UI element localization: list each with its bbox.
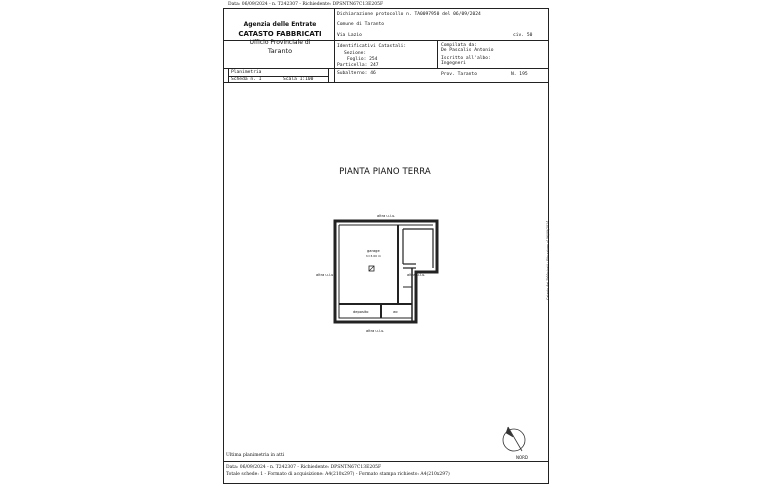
declaration-text: Dichiarazione protocollo n. TA0097950 del 06/09/2024	[337, 12, 481, 17]
agency-catasto: CATASTO FABBRICATI	[238, 30, 322, 38]
footer-line-1: Data: 06/09/2024 - n. T242307 - Richiedente: DPSNTN67C13E205F	[226, 465, 382, 470]
agency-name: Agenzia delle Entrate	[243, 21, 317, 28]
foglio-text: Foglio: 254	[347, 57, 378, 62]
compiler-name: De Pascalis Antonio	[441, 48, 494, 53]
room-wc-label: wc	[393, 310, 398, 314]
label-altra-bottom: altra u.i.u.	[366, 329, 385, 333]
compilata-da-label: Compilata da:	[441, 43, 477, 48]
comune-text: Comune di Taranto	[337, 22, 385, 27]
outer-wall	[335, 221, 437, 322]
agency-city: Taranto	[267, 47, 293, 55]
identificativi-title: Identificativi Catastali:	[337, 44, 407, 49]
scala-text: Scala 1:100	[283, 77, 314, 82]
fixture-symbol	[369, 266, 374, 271]
room-deposito-label: deposito	[353, 310, 369, 314]
numero-text: N. 195	[511, 72, 528, 77]
side-stamp: Catasto dei Fabbricati - Situazione al 06/09/2024	[546, 220, 550, 300]
label-altra-inner: altra u.i.u.	[407, 273, 426, 277]
room-garage-subtext: h=3.00 m	[366, 254, 381, 258]
footer-line-2: Totale schede: 1 - Formato di acquisizione: A4(210x297) - Formato stampa richiesto: A4(210x297)	[226, 472, 450, 477]
scheda-text: Scheda n. 1	[231, 77, 262, 82]
floor-plan-walls	[335, 221, 437, 322]
drawing-title: PIANTA PIANO TERRA	[339, 167, 431, 177]
iscritto-label: Iscritto all'albo:	[441, 56, 491, 61]
agency-office: Ufficio Provinciale di	[249, 39, 311, 46]
label-altra-left: altra u.i.u.	[316, 273, 335, 277]
albo-text: Ingegneri	[441, 61, 466, 66]
north-label: NORD	[516, 455, 528, 460]
partition-wall	[403, 229, 433, 268]
sezione-text: Sezione:	[344, 51, 367, 56]
room-garage-label: garage	[367, 249, 380, 253]
via-text: Via Lazio	[337, 33, 362, 38]
prov-text: Prov. Taranto	[441, 72, 477, 77]
north-arrow	[503, 427, 525, 451]
label-altra-top: altra u.i.u.	[377, 214, 396, 218]
footer-divider	[223, 461, 549, 462]
particella-text: Particella: 247	[337, 63, 379, 68]
civ-text: civ. 50	[513, 33, 533, 38]
ultima-planimetria: Ultima planimetria in atti	[226, 453, 285, 458]
planimetria-label: Planimetria	[231, 70, 262, 75]
top-stamp: Data: 06/09/2024 - n. T242307 - Richiedente: DPSNTN67C13E205F	[228, 2, 384, 7]
subalterno-text: Subalterno: 46	[337, 71, 376, 76]
